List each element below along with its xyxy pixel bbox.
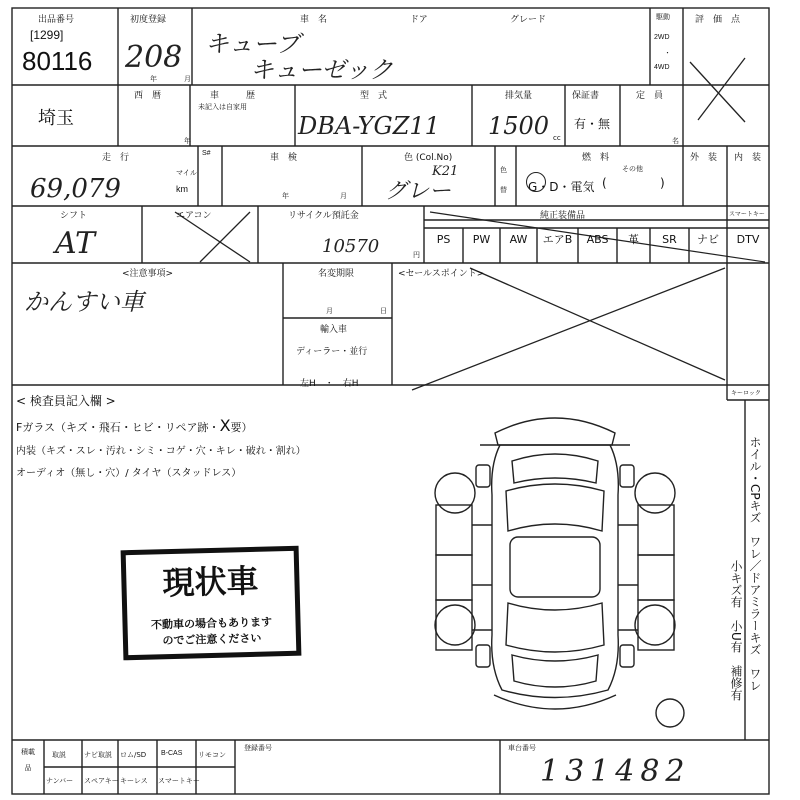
model-value: DBA-YGZ11 bbox=[298, 112, 440, 140]
year-unit: 年 bbox=[150, 75, 157, 83]
smart-key-label: スマートキー bbox=[729, 211, 765, 218]
first-registration-label: 初度登録 bbox=[130, 15, 167, 25]
item-rom-sd: ロム/SD bbox=[120, 751, 147, 759]
equip-leather: 革 bbox=[628, 233, 639, 246]
inspector-line-1-post: 要） bbox=[230, 421, 253, 434]
fuel-label: 燃 料 bbox=[582, 153, 610, 163]
cc-unit: cc bbox=[553, 134, 561, 142]
inspection-year-unit: 年 bbox=[282, 192, 289, 200]
lot-number: 80116 bbox=[22, 46, 93, 76]
equip-sunroof: SR bbox=[662, 233, 677, 246]
equip-dtv: DTV bbox=[736, 233, 760, 246]
color-code: K21 bbox=[432, 164, 459, 179]
displacement-label: 排気量 bbox=[505, 91, 533, 101]
deadline-day: 日 bbox=[380, 307, 387, 315]
capacity-label: 定 員 bbox=[636, 91, 664, 101]
score-label: 評 価 点 bbox=[695, 15, 741, 25]
item-b-cas: B-CAS bbox=[161, 750, 183, 757]
person-unit: 名 bbox=[672, 137, 679, 145]
first-registration-value: 208 bbox=[125, 40, 183, 75]
mileage-label: 走 行 bbox=[102, 153, 130, 163]
loaded-items-label: 積載品 bbox=[21, 748, 35, 772]
mileage-value: 69,079 bbox=[30, 174, 121, 204]
key-lock-label: キーロック bbox=[731, 390, 761, 397]
car-name-line-2: キューゼック bbox=[250, 56, 394, 84]
interior-label: 内 装 bbox=[734, 153, 762, 163]
fuel-options: G・D・電気 bbox=[528, 180, 595, 194]
import-dealer: ディーラー・並行 bbox=[296, 347, 368, 357]
equip-airbag: エアB bbox=[542, 233, 573, 246]
month-unit: 月 bbox=[184, 75, 191, 83]
caution-value: かんすい車 bbox=[24, 288, 144, 316]
chassis-number-label: 車台番号 bbox=[508, 744, 536, 752]
shift-value: AT bbox=[55, 226, 96, 261]
car-damage-diagram bbox=[420, 405, 690, 730]
fuel-paren-close: ) bbox=[660, 176, 665, 190]
lot-number-label: 出品番号 bbox=[38, 15, 75, 25]
item-spare-key: スペアキー bbox=[84, 777, 119, 785]
inspector-line-2: 内装（キズ・スレ・汚れ・シミ・コゲ・穴・キレ・破れ・割れ） bbox=[16, 446, 306, 457]
legend-column-2: 小キズ有 小U有 補修有 bbox=[729, 560, 743, 701]
drive-2wd: 2WD bbox=[654, 34, 670, 41]
color-change-label: 色替 bbox=[500, 166, 507, 194]
shift-label: シフト bbox=[60, 211, 88, 221]
sales-point-label: <セールスポイント> bbox=[398, 269, 485, 279]
registration-number-label: 登録番号 bbox=[244, 744, 272, 752]
inspector-line-1-pre: Fガラス（キズ・飛石・ヒビ・リペア跡・ bbox=[16, 421, 220, 434]
s-label: S# bbox=[202, 150, 211, 157]
warranty-label: 保証書 bbox=[572, 91, 600, 101]
inspection-label: 車 検 bbox=[270, 153, 298, 163]
model-label: 型 式 bbox=[360, 91, 388, 101]
year-unit-2: 年 bbox=[184, 137, 191, 145]
legend-column-1: ホイル・CPキズ ワレ／ドアミラーキズ ワレ bbox=[748, 436, 762, 692]
item-smart-key: スマートキー bbox=[158, 777, 200, 785]
equip-ps: PS bbox=[436, 233, 451, 246]
item-manual: 取説 bbox=[52, 751, 66, 759]
item-keyless: キーレス bbox=[120, 777, 148, 785]
drive-label: 駆動 bbox=[656, 13, 670, 21]
lot-number-bracket: [1299] bbox=[30, 28, 64, 42]
as-is-stamp bbox=[121, 546, 302, 661]
region: 埼玉 bbox=[38, 108, 74, 129]
color-label: 色 (Col.No) bbox=[404, 153, 453, 163]
car-name-line-1: キューブ bbox=[205, 30, 300, 58]
wareki-label: 西 暦 bbox=[134, 91, 162, 101]
item-remote: リモコン bbox=[198, 751, 226, 759]
equipment-label: 純正装備品 bbox=[540, 211, 586, 221]
recycle-value: 10570 bbox=[322, 236, 380, 257]
stamp-line-2: のでご注意ください bbox=[162, 631, 262, 648]
import-label: 輸入車 bbox=[320, 325, 348, 335]
mile-unit: マイル bbox=[176, 169, 197, 177]
color-value: グレー bbox=[385, 179, 452, 204]
inspector-line-3: オーディオ（無し・穴）/ タイヤ（スタッドレス） bbox=[16, 468, 242, 479]
recycle-yen: 円 bbox=[413, 251, 420, 259]
inspector-line-1 bbox=[16, 416, 253, 435]
fuel-selected-circle bbox=[526, 172, 546, 192]
recycle-label: リサイクル預託金 bbox=[288, 211, 359, 221]
item-number-plate: ナンバー bbox=[46, 777, 74, 785]
equip-navi: ナビ bbox=[697, 233, 719, 246]
warranty-value: 有・無 bbox=[574, 117, 611, 131]
km-unit: km bbox=[176, 184, 188, 194]
drive-dot: ・ bbox=[664, 49, 671, 57]
score-value bbox=[1, 1, 2, 2]
grade-label: グレード bbox=[510, 15, 547, 25]
vehicle-history-note: 未記入は自家用 bbox=[198, 103, 247, 111]
item-navi-manual: ナビ取説 bbox=[84, 751, 112, 759]
fuel-other-label: その他 bbox=[622, 165, 643, 173]
chassis-number-value: 131482 bbox=[540, 754, 691, 789]
inspector-title: < 検査員記入欄 > bbox=[16, 394, 116, 408]
door-label: ドア bbox=[410, 15, 428, 25]
inspection-month-unit: 月 bbox=[340, 192, 347, 200]
car-name-label: 車 名 bbox=[300, 15, 328, 25]
inspector-line-1-mark: X bbox=[219, 416, 231, 435]
stamp-line-1: 不動車の場合もあります bbox=[150, 615, 273, 632]
drive-4wd: 4WD bbox=[654, 64, 670, 71]
equip-abs: ABS bbox=[586, 233, 609, 246]
displacement-value: 1500 bbox=[488, 112, 550, 140]
vehicle-history-label: 車 歴 bbox=[210, 91, 256, 101]
exterior-label: 外 装 bbox=[690, 153, 718, 163]
caution-label: <注意事項> bbox=[122, 269, 174, 279]
fuel-paren-open: ( bbox=[602, 176, 607, 190]
ac-label: エアコン bbox=[176, 211, 212, 221]
name-change-deadline-label: 名変期限 bbox=[318, 269, 355, 279]
stamp-title: 現状車 bbox=[161, 561, 259, 603]
import-handle: 左H ・ 右H bbox=[300, 379, 359, 389]
equip-aw: AW bbox=[509, 233, 528, 246]
equip-pw: PW bbox=[472, 233, 491, 246]
deadline-month: 月 bbox=[326, 307, 333, 315]
